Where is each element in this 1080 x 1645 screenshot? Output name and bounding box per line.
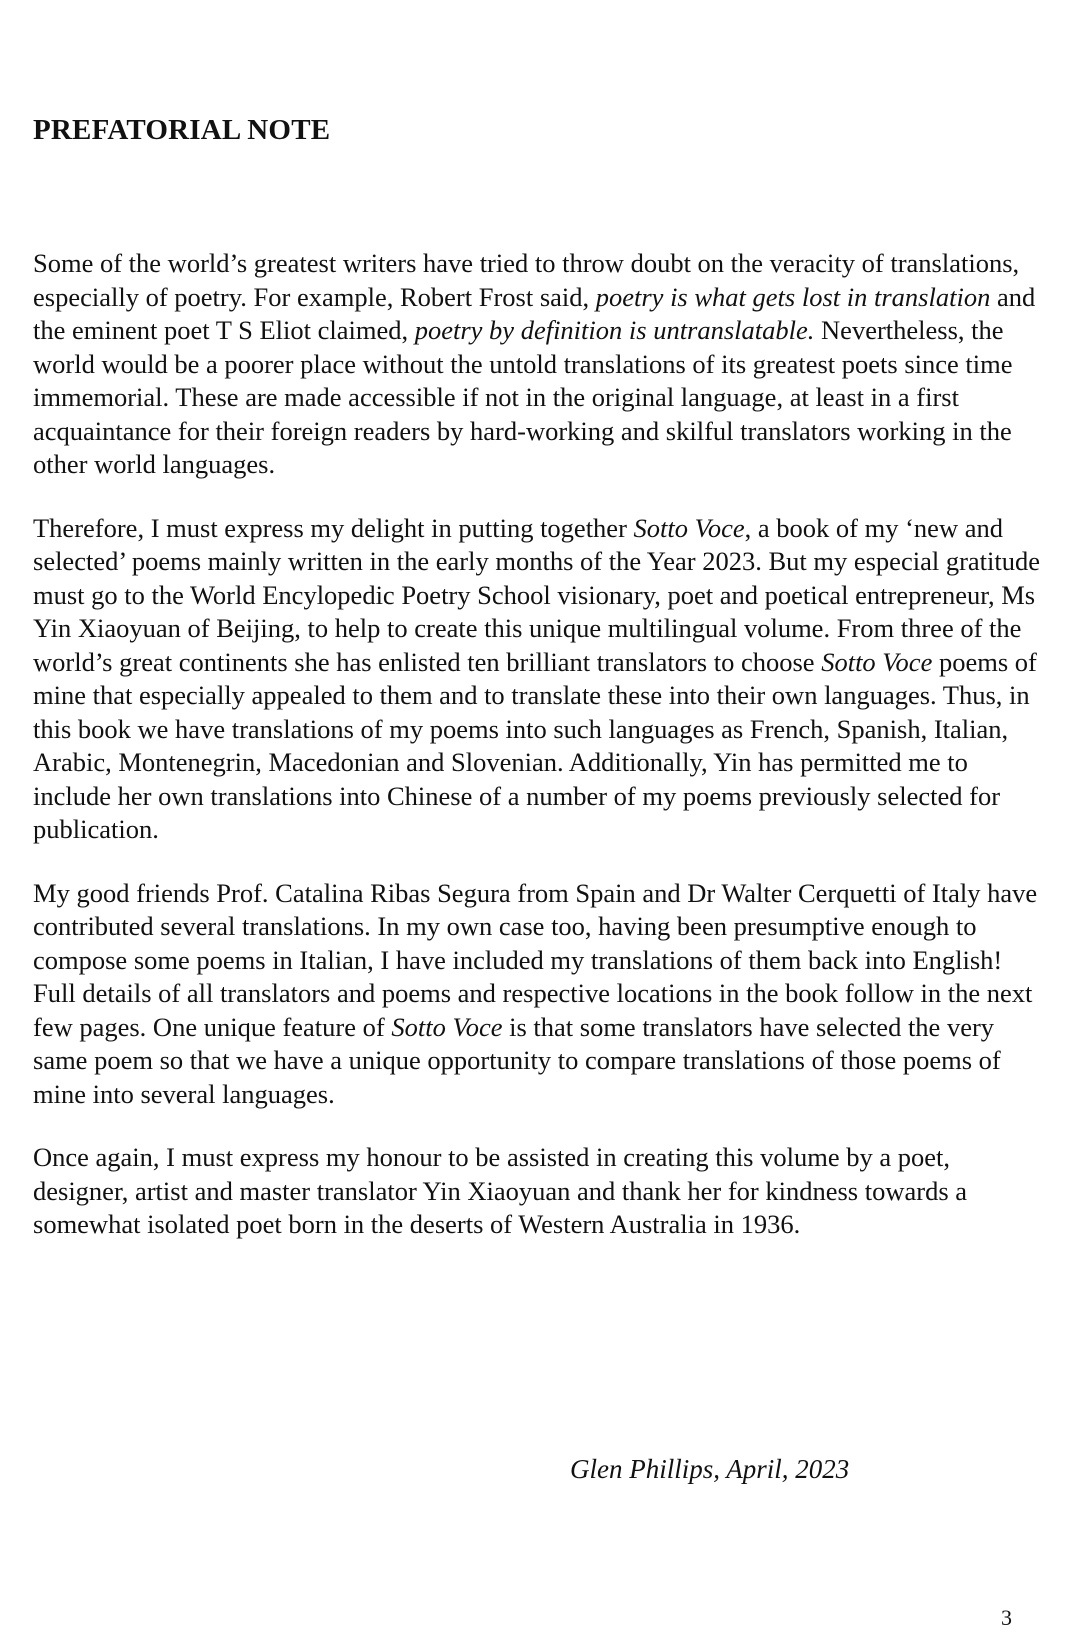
paragraph-2 xyxy=(33,512,1043,847)
book-title: Sotto Voce xyxy=(821,646,933,677)
eliot-quote: poetry by definition is untranslatable. xyxy=(414,315,815,345)
paragraph-3 xyxy=(33,877,1043,1112)
page-heading: PREFATORIAL NOTE xyxy=(33,114,331,146)
paragraph-1-text-c: and the eminent poet T S Eliot claimed, xyxy=(33,281,1036,345)
book-title: Sotto Voce xyxy=(391,1011,503,1042)
paragraph-3-text-c: is that some translators have selected the very same poem so that we have a unique opportunity to compare translations of those poems of mine into several languages. xyxy=(33,1011,1001,1109)
author-signature: Glen Phillips, April, 2023 xyxy=(570,1454,850,1484)
paragraph-4: Once again, I must express my honour to be assisted in creating this volume by a poet, designer, artist and master translator Yin Xiaoyuan and thank her for kindness towards a somewhat isolated poet born in the deserts of Western Australia in 1936. xyxy=(33,1142,968,1239)
paragraph-2-text-c: , a book of my ‘new and selected’ poems mainly written in the early months of the Year 2023. But my especial gratitude must go to the World Encylopedic Poetry School visionary, poet and poetical entrepreneur, Ms Yin Xiaoyuan of Beijing, to help to create this unique multilingual volume. From three of the world’s great continents she has enlisted ten brilliant translators to choose xyxy=(33,512,1040,677)
paragraph-1-text-e: Nevertheless, the world would be a poorer place without the untold translations of its greatest poets since time immemorial. These are made accessible if not in the original language, at least in a first acquaintance for their foreign readers by hard-working and skilful translators working in the other world languages. xyxy=(33,315,1013,479)
body-text xyxy=(33,247,1043,1272)
paragraph-1-text-a: Some of the world’s greatest writers have tried to throw doubt on the veracity of translations, especially of poetry. For example, Robert Frost said, xyxy=(33,248,1020,312)
paragraph-2-text-e: poems of mine that especially appealed to them and to translate these into their own languages. Thus, in this book we have translations of my poems into such languages as French, Spanish, Italian, Arabic, Montenegrin, Macedonian and Slovenian. Additionally, Yin has permitted me to include her own translations into Chinese of a number of my poems previously selected for publication. xyxy=(33,646,1037,844)
paragraph-1 xyxy=(33,247,1043,482)
paragraph-2-text-a: Therefore, I must express my delight in putting together xyxy=(33,512,634,543)
frost-quote: poetry is what gets lost in translation xyxy=(595,281,991,312)
book-title: Sotto Voce xyxy=(633,512,745,543)
page-number: 3 xyxy=(1001,1605,1012,1630)
paragraph-3-text-a: My good friends Prof. Catalina Ribas Segura from Spain and Dr Walter Cerquetti of Italy have contributed several translations. In my own case too, having been presumptive enough to compose some poems in Italian, I have included my translations of them back into English! Full details of all translators and poems and respective locations in the book follow in the next few pages. One unique feature of xyxy=(33,877,1038,1042)
